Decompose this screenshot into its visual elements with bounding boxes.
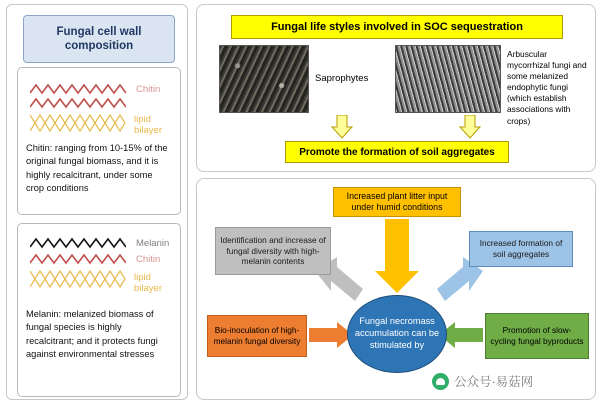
node-fungal-necromass-center: Fungal necromass accumulation can be stimulated by — [347, 295, 447, 373]
chitin-box — [17, 67, 181, 215]
chitin-label: Chitin — [136, 84, 161, 95]
node-promotion-byproducts: Promotion of slow-cycling fungal byproducts — [485, 313, 589, 359]
lipid-bilayer-icon-2 — [30, 268, 126, 290]
chitin-label-2: Chitin — [136, 254, 161, 265]
chitin-zigzag-icon-3 — [30, 252, 126, 266]
melanin-box — [17, 223, 181, 397]
saprophyte-photo — [219, 45, 309, 113]
chitin-zigzag-icon-2 — [30, 96, 126, 110]
fungal-life-styles-panel — [196, 4, 596, 172]
lipid-bilayer-label: lipid bilayer — [134, 114, 162, 136]
mycorrhizal-photo — [395, 45, 501, 113]
chitin-zigzag-icon — [30, 82, 126, 96]
promote-aggregates-box: Promote the formation of soil aggregates — [285, 141, 509, 163]
melanin-label: Melanin — [136, 238, 170, 249]
mushroom-logo-icon — [432, 373, 449, 390]
down-arrow-icon-right — [459, 115, 481, 139]
node-fungal-diversity: Identification and increase of fungal diversity with high-melanin contents — [215, 227, 331, 275]
chitin-description: Chitin: ranging from 10-15% of the original fungal biomass, and it is highly recalcitrant, under some crop conditions — [26, 143, 168, 194]
node-bio-inoculation: Bio-inoculation of high-melanin fungal diversity — [207, 315, 307, 357]
necromass-accumulation-panel — [196, 178, 596, 400]
fungal-cell-wall-panel — [6, 4, 188, 400]
left-panel-title: Fungal cell wall composition — [23, 15, 175, 63]
watermark — [432, 372, 533, 390]
lipid-bilayer-label-2: lipid bilayer — [134, 272, 162, 294]
melanin-description: Melanin: melanized biomass of fungal species is highly recalcitrant; and it protects fungi against environmental stresses — [26, 309, 158, 360]
saprophytes-caption: Saprophytes — [315, 73, 369, 84]
arrow-litter-to-center — [375, 219, 419, 293]
melanin-zigzag-icon — [30, 236, 126, 250]
mycorrhizal-caption: Arbuscular mycorrhizal fungi and some melanized endophytic fungi (which establish associations with crops) — [507, 49, 587, 126]
top-panel-title: Fungal life styles involved in SOC sequestration — [231, 15, 563, 39]
lipid-bilayer-icon — [30, 112, 126, 134]
chitin-wall-diagram — [24, 74, 174, 140]
node-increased-litter-input: Increased plant litter input under humid conditions — [333, 187, 461, 217]
node-soil-aggregates: Increased formation of soil aggregates — [469, 231, 573, 267]
down-arrow-icon-left — [331, 115, 353, 139]
watermark-text: 公众号·易菇网 — [454, 375, 534, 389]
melanin-wall-diagram — [24, 230, 174, 306]
